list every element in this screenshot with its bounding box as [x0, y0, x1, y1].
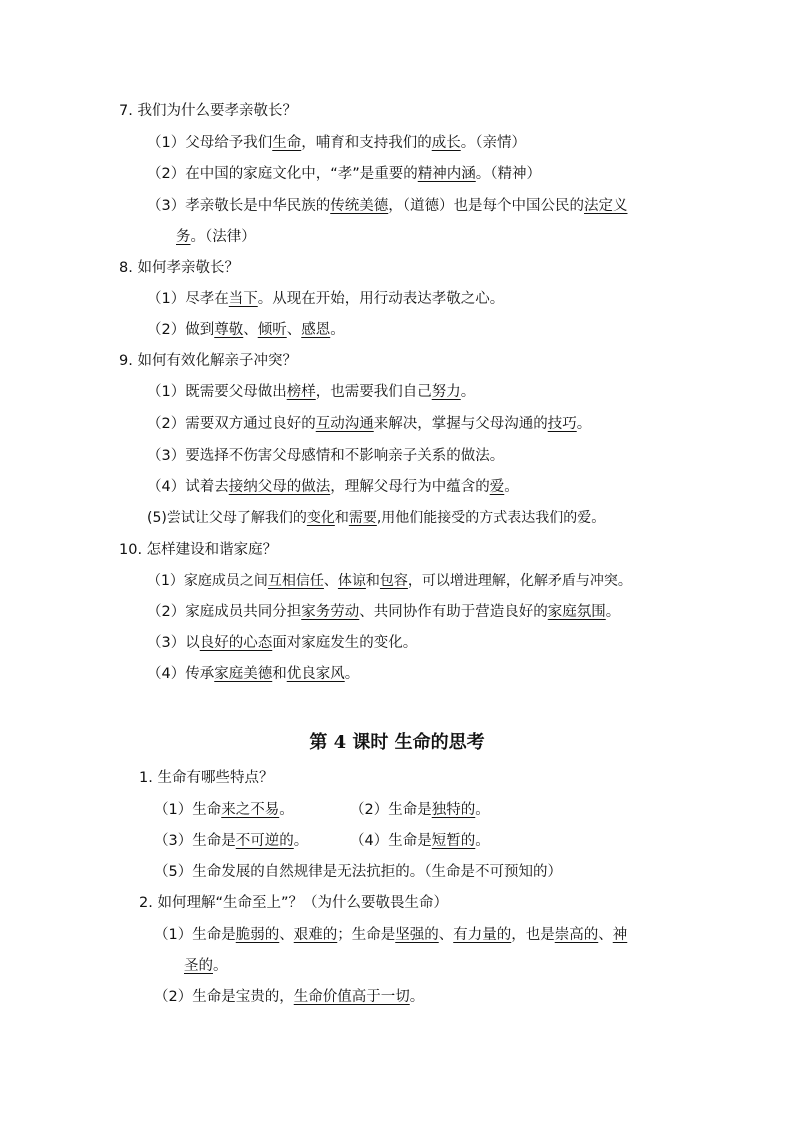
answer-10-3: （3）以良好的心态面对家庭发生的变化。	[147, 635, 418, 651]
answer-7-1: （1）父母给予我们生命，哺育和支持我们的成长。（亲情）	[147, 135, 526, 151]
answer-9-1: （1）既需要父母做出榜样，也需要我们自己努力。	[147, 384, 476, 400]
life-answer-1-5: （5）生命发展的自然规律是无法抗拒的。（生命是不可预知的）	[154, 864, 562, 880]
life-answer-2-2: （2）生命是宝贵的，生命价值高于一切。	[154, 989, 425, 1005]
answer-9-4: （4）试着去接纳父母的做法，理解父母行为中蕴含的爱。	[147, 479, 519, 495]
answer-8-1: （1）尽孝在当下。从现在开始，用行动表达孝敬之心。	[147, 291, 505, 307]
life-answer-1-4: （4）生命是短暂的。	[350, 833, 490, 849]
answer-9-2: （2）需要双方通过良好的互动沟通来解决，掌握与父母沟通的技巧。	[147, 416, 592, 432]
answer-10-1: （1）家庭成员之间互相信任、体谅和包容，可以增进理解，化解矛盾与冲突。	[147, 573, 632, 589]
life-answer-2-1-continued: 圣的。	[184, 958, 228, 974]
answer-10-4: （4）传承家庭美德和优良家风。	[147, 666, 360, 682]
answer-9-3: （3）要选择不伤害父母感情和不影响亲子关系的做法。	[147, 448, 505, 464]
question-7: 7. 我们为什么要孝亲敬长？	[119, 103, 297, 119]
answer-7-3: （3）孝亲敬长是中华民族的传统美德，（道德）也是每个中国公民的法定义	[147, 198, 628, 214]
answer-10-2: （2）家庭成员共同分担家务劳动、共同协作有助于营造良好的家庭氛围。	[147, 604, 621, 620]
life-answer-2-1: （1）生命是脆弱的、艰难的；生命是坚强的、有力量的，也是崇高的、神	[154, 927, 628, 943]
question-10: 10. 怎样建设和谐家庭？	[119, 542, 278, 558]
question-8: 8. 如何孝亲敬长？	[119, 260, 239, 276]
life-question-2: 2. 如何理解“生命至上”？（为什么要敬畏生命）	[139, 895, 448, 911]
answer-9-5: (5)尝试让父母了解我们的变化和需要,用他们能接受的方式表达我们的爱。	[147, 510, 606, 526]
life-answer-1-1: （1）生命来之不易。	[154, 802, 294, 818]
question-9: 9. 如何有效化解亲子冲突？	[119, 353, 297, 369]
answer-7-3-continued: 务。（法律）	[176, 229, 256, 245]
life-question-1: 1. 生命有哪些特点？	[139, 770, 274, 786]
section-title: 第 4 课时 生命的思考	[309, 732, 485, 753]
life-answer-1-2: （2）生命是独特的。	[350, 802, 490, 818]
life-answer-1-3: （3）生命是不可逆的。	[154, 833, 309, 849]
answer-8-2: （2）做到尊敬、倾听、感恩。	[147, 322, 345, 338]
answer-7-2: （2）在中国的家庭文化中，“孝”是重要的精神内涵。（精神）	[147, 166, 541, 182]
